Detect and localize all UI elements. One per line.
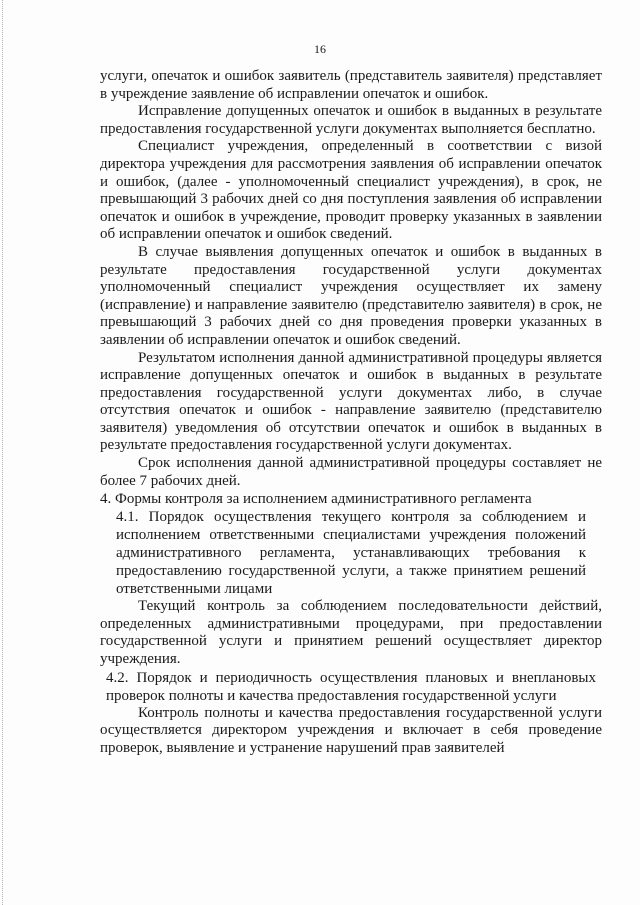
paragraph-current-control: Текущий контроль за соблюдением последовательности действий, определенных административными процедурами, при предоставлении государственной услуги и принятием решений осуществляет директор учреждения. — [100, 598, 602, 668]
page-number: 16 — [314, 42, 326, 56]
paragraph-free-correction: Исправление допущенных опечаток и ошибок в выданных в результате предоставления государственной услуги документах выполняется бесплатно. — [100, 103, 602, 137]
document-body — [100, 68, 602, 757]
paragraph-errors-found: В случае выявления допущенных опечаток и ошибок в выданных в результате предоставления государственной услуги документах уполномоченный специалист учреждения осуществляет их замену (исправление) и направление заявителю (представителю заявителя) в срок, не превышающий 3 рабочих дней со дня проведения проверки указанных в заявлении об исправлении опечаток и ошибок сведений. — [100, 243, 602, 348]
paragraph-specialist-check: Специалист учреждения, определенный в соответствии с визой директора учреждения для рассмотрения заявления об исправлении опечаток и ошибок, (далее - уполномоченный специалист учреждения), в срок, не превышающий 3 рабочих дней со дня поступления заявления об исправлении опечаток и ошибок в учреждение, проводит проверку указанных в заявлении об исправлении опечаток и ошибок сведений. — [100, 138, 602, 243]
section-heading-4-1: 4.1. Порядок осуществления текущего контроля за соблюдением и исполнением ответственными специалистами учреждения положений административного регламента, устанавливающих требования к предоставлению государственной услуги, а также принятием решений ответственными лицами — [116, 509, 586, 598]
paragraph-procedure-term: Срок исполнения данной административной процедуры составляет не более 7 рабочих дней. — [100, 455, 602, 489]
paragraph-quality-control: Контроль полноты и качества предоставления государственной услуги осуществляется директором учреждения и включает в себя проведение проверок, выявление и устранение нарушений прав заявителей — [100, 704, 602, 756]
section-heading-4-2: 4.2. Порядок и периодичность осуществления плановых и внеплановых проверок полноты и качества предоставления государственной услуги — [106, 669, 596, 704]
paragraph-continuation: услуги, опечаток и ошибок заявитель (представитель заявителя) представляет в учреждение заявление об исправлении опечаток и ошибок. — [100, 68, 602, 102]
paragraph-procedure-result: Результатом исполнения данной административной процедуры является исправление допущенных опечаток и ошибок в выданных в результате предоставления государственной услуги документах либо, в случае отсутствия опечаток и ошибок - направление заявителю (представителю заявителя) уведомления об отсутствии опечаток и ошибок в выданных в результате предоставления государственной услуги документах. — [100, 349, 602, 454]
page-left-edge — [2, 0, 5, 905]
section-heading-4: 4. Формы контроля за исполнением административного регламента — [100, 491, 532, 508]
